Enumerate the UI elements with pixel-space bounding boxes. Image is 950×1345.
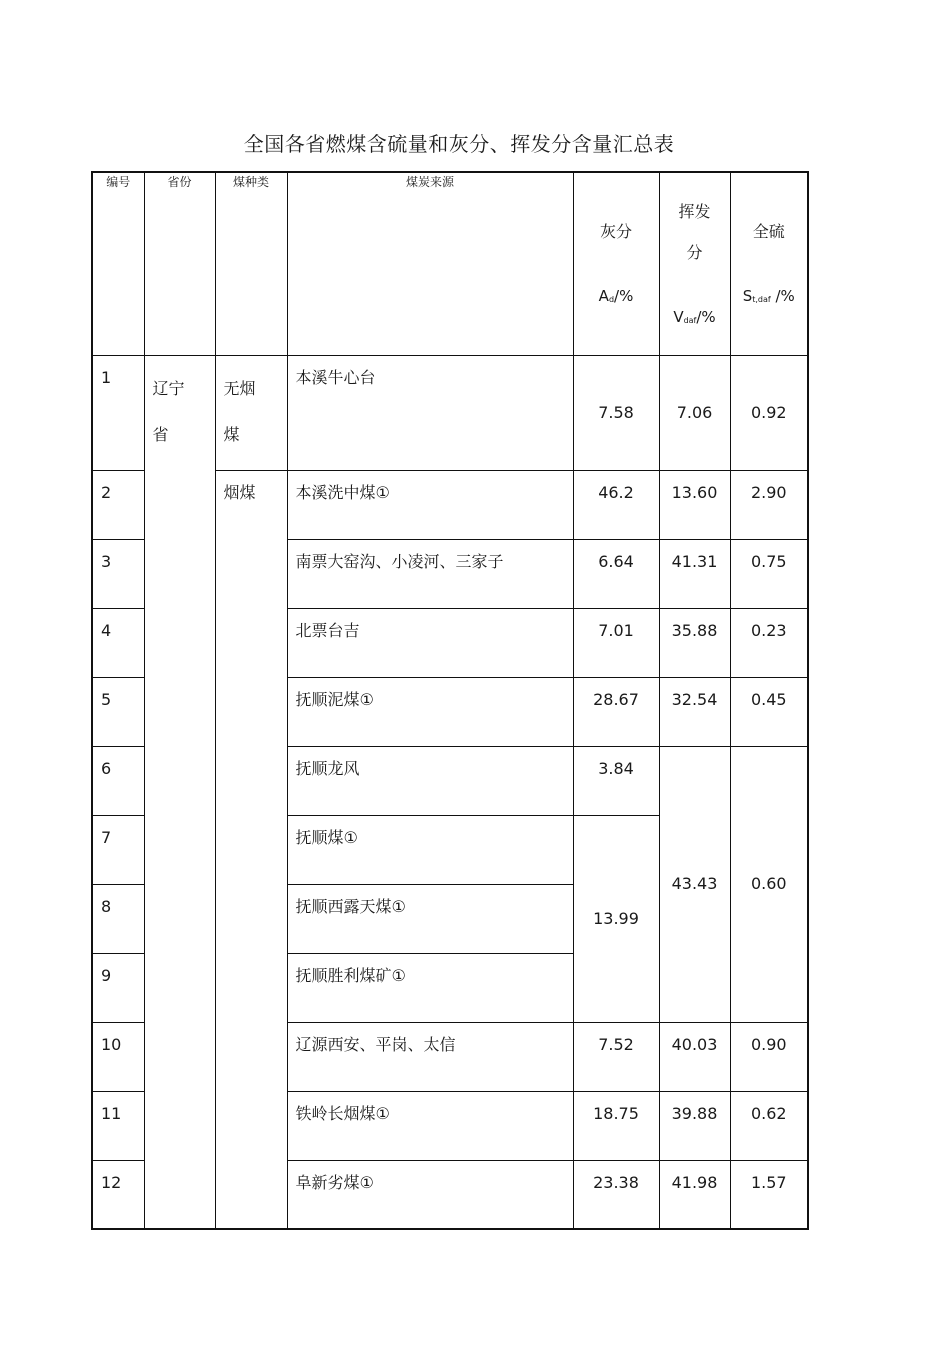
ash-value: 7.52 [573, 1022, 659, 1091]
sulfur-value: 1.57 [730, 1160, 808, 1229]
header-volatile-label-2: 分 [686, 242, 703, 262]
coal-source: 抚顺煤① [287, 815, 573, 884]
row-number: 2 [92, 470, 144, 539]
sulfur-value: 0.92 [730, 355, 808, 470]
ash-value: 6.64 [573, 539, 659, 608]
volatile-value: 32.54 [659, 677, 730, 746]
sulfur-value: 0.62 [730, 1091, 808, 1160]
ash-value: 28.67 [573, 677, 659, 746]
coal-source: 铁岭长烟煤① [287, 1091, 573, 1160]
sulfur-value: 2.90 [730, 470, 808, 539]
coal-source: 辽源西安、平岗、太信 [287, 1022, 573, 1091]
header-source: 煤炭来源 [287, 172, 573, 355]
row-number: 9 [92, 953, 144, 1022]
coal-source: 抚顺泥煤① [287, 677, 573, 746]
sulfur-value-merged: 0.60 [730, 746, 808, 1022]
header-sulfur-unit: $S_{t,daf}$ /% [742, 287, 795, 306]
sulfur-value: 0.75 [730, 539, 808, 608]
coal-source: 抚顺西露天煤① [287, 884, 573, 953]
coal-source: 南票大窑沟、小凌河、三家子 [287, 539, 573, 608]
volatile-value: 41.31 [659, 539, 730, 608]
header-ash-unit: $A_d/\%$ [598, 287, 634, 306]
ash-value-merged: 13.99 [573, 815, 659, 1022]
header-sulfur-label: 全硫 [752, 222, 785, 242]
ash-value: 7.58 [573, 355, 659, 470]
header-ash-label: 灰分 [599, 222, 632, 242]
ash-value: 7.01 [573, 608, 659, 677]
volatile-value: 41.98 [659, 1160, 730, 1229]
header-ash [573, 172, 659, 355]
row-number: 11 [92, 1091, 144, 1160]
volatile-value: 40.03 [659, 1022, 730, 1091]
coal-summary-table [91, 171, 809, 1230]
header-row [92, 172, 808, 355]
row-number: 10 [92, 1022, 144, 1091]
row-number: 12 [92, 1160, 144, 1229]
row-number: 4 [92, 608, 144, 677]
page-title: 全国各省燃煤含硫量和灰分、挥发分含量汇总表 [243, 132, 675, 156]
volatile-value-merged: 43.43 [659, 746, 730, 1022]
row-number: 6 [92, 746, 144, 815]
row-number: 3 [92, 539, 144, 608]
coal-source: 本溪洗中煤① [287, 470, 573, 539]
province-cell: 辽宁 省 [144, 355, 215, 1229]
volatile-value: 35.88 [659, 608, 730, 677]
sulfur-value: 0.90 [730, 1022, 808, 1091]
header-number: 编号 [92, 172, 144, 355]
coal-type-bituminous: 烟煤 [215, 470, 287, 1229]
header-volatile-label-1: 挥发 [678, 201, 711, 221]
sulfur-value: 0.23 [730, 608, 808, 677]
row-number: 1 [92, 355, 144, 470]
volatile-value: 13.60 [659, 470, 730, 539]
header-volatile-unit: $V_{daf}/\%$ [673, 307, 716, 326]
ash-value: 18.75 [573, 1091, 659, 1160]
row-number: 8 [92, 884, 144, 953]
volatile-value: 39.88 [659, 1091, 730, 1160]
volatile-value: 7.06 [659, 355, 730, 470]
ash-value: 46.2 [573, 470, 659, 539]
sulfur-value: 0.45 [730, 677, 808, 746]
coal-source: 本溪牛心台 [287, 355, 573, 470]
coal-source: 北票台吉 [287, 608, 573, 677]
row-number: 5 [92, 677, 144, 746]
row-number: 7 [92, 815, 144, 884]
header-province: 省份 [144, 172, 215, 355]
coal-source: 抚顺龙风 [287, 746, 573, 815]
coal-source: 抚顺胜利煤矿① [287, 953, 573, 1022]
header-sulfur [730, 172, 808, 355]
coal-source: 阜新劣煤① [287, 1160, 573, 1229]
coal-type-anthracite: 无烟 煤 [215, 355, 287, 470]
table-row [92, 355, 808, 470]
header-volatile [659, 172, 730, 355]
ash-value: 3.84 [573, 746, 659, 815]
header-coal-type: 煤种类 [215, 172, 287, 355]
ash-value: 23.38 [573, 1160, 659, 1229]
